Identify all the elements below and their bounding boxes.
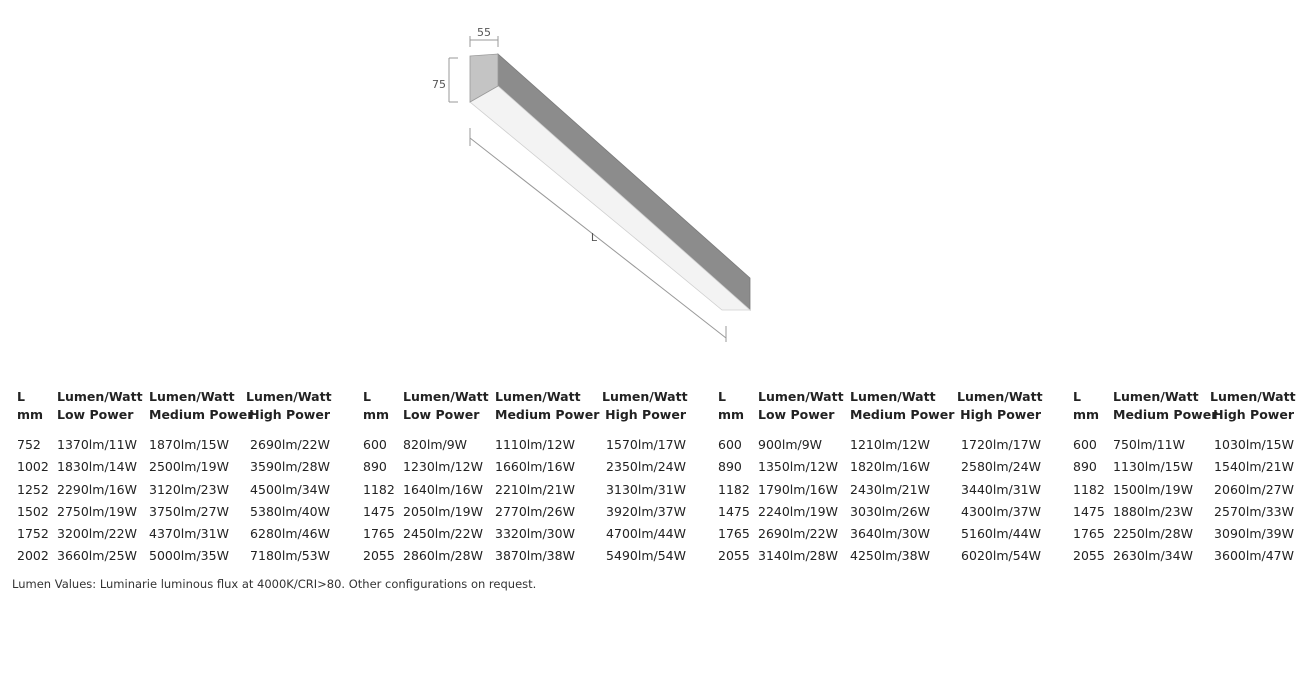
- table-cell: 3750lm/27W: [149, 503, 229, 519]
- length-label: L: [590, 231, 598, 244]
- header-line: Lumen/Watt: [495, 389, 581, 404]
- table-cell: 1502: [17, 503, 49, 519]
- header-high-power: [1210, 388, 1294, 424]
- header-line: mm: [17, 407, 44, 422]
- header-line: mm: [718, 407, 745, 422]
- table-cell: 3660lm/25W: [57, 548, 137, 564]
- table-cell: 5380lm/40W: [250, 503, 330, 519]
- table-cell: 2430lm/21W: [850, 481, 930, 497]
- luminaire-profile: [470, 54, 750, 310]
- table-cell: 2250lm/28W: [1113, 526, 1193, 542]
- header-length: [17, 388, 43, 424]
- column-length: [718, 434, 750, 568]
- height-label: 75: [432, 78, 446, 91]
- table-cell: 3120lm/23W: [149, 481, 229, 497]
- column-low-power: [403, 434, 483, 568]
- table-cell: 1500lm/19W: [1113, 481, 1193, 497]
- table-cell: 2690lm/22W: [250, 437, 330, 452]
- header-line: High Power: [1213, 407, 1294, 422]
- header-line: Lumen/Watt: [1210, 389, 1296, 404]
- table-cell: 1475: [1073, 503, 1105, 519]
- header-line: Low Power: [403, 407, 480, 422]
- table-cell: 1720lm/17W: [961, 437, 1041, 452]
- table-cell: 1880lm/23W: [1113, 503, 1193, 519]
- table-cell: 3140lm/28W: [758, 548, 838, 564]
- table-cell: 2210lm/21W: [495, 481, 575, 497]
- table-cell: 2450lm/22W: [403, 526, 483, 542]
- table-cell: 600: [1073, 437, 1097, 452]
- table-cell: 4300lm/37W: [961, 503, 1041, 519]
- header-line: L: [363, 389, 371, 404]
- width-label: 55: [477, 26, 491, 39]
- header-line: Lumen/Watt: [758, 389, 844, 404]
- table-cell: 6020lm/54W: [961, 548, 1041, 564]
- header-line: High Power: [249, 407, 330, 422]
- table-cell: 600: [363, 437, 387, 452]
- header-line: Medium Power: [1113, 407, 1218, 422]
- header-medium-power: [1113, 388, 1217, 424]
- header-high-power: [957, 388, 1041, 424]
- header-line: L: [1073, 389, 1081, 404]
- table-cell: 2500lm/19W: [149, 459, 229, 475]
- width-dimension: [470, 26, 498, 47]
- header-low-power: [57, 388, 143, 424]
- table-cell: 1540lm/21W: [1214, 459, 1294, 475]
- table-cell: 4700lm/44W: [606, 526, 686, 542]
- table-cell: 1002: [17, 459, 49, 475]
- header-high-power: [602, 388, 686, 424]
- column-medium-power: [850, 434, 930, 568]
- header-low-power: [758, 388, 844, 424]
- table-cell: 2290lm/16W: [57, 481, 137, 497]
- table-cell: 3320lm/30W: [495, 526, 575, 542]
- table-cell: 5490lm/54W: [606, 548, 686, 564]
- table-cell: 600: [718, 437, 742, 452]
- table-cell: 890: [1073, 459, 1097, 475]
- header-line: L: [718, 389, 726, 404]
- header-line: High Power: [605, 407, 686, 422]
- header-low-power: [403, 388, 489, 424]
- table-cell: 1350lm/12W: [758, 459, 838, 475]
- table-cell: 1370lm/11W: [57, 437, 137, 452]
- table-cell: 3440lm/31W: [961, 481, 1041, 497]
- table-cell: 2050lm/19W: [403, 503, 483, 519]
- header-line: Medium Power: [495, 407, 600, 422]
- header-length: [363, 388, 389, 424]
- table-cell: 1790lm/16W: [758, 481, 838, 497]
- table-cell: 2240lm/19W: [758, 503, 838, 519]
- table-cell: 1210lm/12W: [850, 437, 930, 452]
- table-cell: 890: [718, 459, 742, 475]
- table-cell: 750lm/11W: [1113, 437, 1185, 452]
- header-line: Medium Power: [850, 407, 955, 422]
- table-cell: 820lm/9W: [403, 437, 468, 452]
- table-cell: 3090lm/39W: [1214, 526, 1294, 542]
- table-cell: 3640lm/30W: [850, 526, 930, 542]
- table-cell: 2002: [17, 548, 49, 564]
- table-cell: 5000lm/35W: [149, 548, 229, 564]
- header-line: Lumen/Watt: [57, 389, 143, 404]
- table-cell: 2060lm/27W: [1214, 481, 1294, 497]
- table-cell: 3870lm/38W: [495, 548, 575, 564]
- header-line: Lumen/Watt: [602, 389, 688, 404]
- table-cell: 3130lm/31W: [606, 481, 686, 497]
- table-cell: 1252: [17, 481, 49, 497]
- table-cell: 1830lm/14W: [57, 459, 137, 475]
- table-cell: 4370lm/31W: [149, 526, 229, 542]
- column-medium-power: [149, 434, 229, 568]
- header-line: mm: [1073, 407, 1100, 422]
- table-cell: 3600lm/47W: [1214, 548, 1294, 564]
- table-cell: 2570lm/33W: [1214, 503, 1294, 519]
- table-cell: 2055: [363, 548, 395, 564]
- table-cell: 900lm/9W: [758, 437, 823, 452]
- table-cell: 3920lm/37W: [606, 503, 686, 519]
- table-cell: 2770lm/26W: [495, 503, 575, 519]
- table-cell: 1130lm/15W: [1113, 459, 1193, 475]
- height-dimension: [432, 58, 458, 102]
- header-line: Lumen/Watt: [246, 389, 332, 404]
- column-medium-power: [495, 434, 575, 568]
- table-cell: 1230lm/12W: [403, 459, 483, 475]
- table-cell: 1570lm/17W: [606, 437, 686, 452]
- table-cell: 1110lm/12W: [495, 437, 575, 452]
- table-cell: 4500lm/34W: [250, 481, 330, 497]
- header-medium-power: [495, 388, 599, 424]
- table-cell: 1475: [718, 503, 750, 519]
- column-high-power: [240, 434, 330, 568]
- column-length: [363, 434, 395, 568]
- table-cell: 2580lm/24W: [961, 459, 1041, 475]
- header-length: [1073, 388, 1099, 424]
- column-length: [1073, 434, 1105, 568]
- table-cell: 7180lm/53W: [250, 548, 330, 564]
- table-cell: 1660lm/16W: [495, 459, 575, 475]
- table-cell: 2860lm/28W: [403, 548, 483, 564]
- table-cell: 2690lm/22W: [758, 526, 838, 542]
- table-cell: 1030lm/15W: [1214, 437, 1294, 452]
- header-line: High Power: [960, 407, 1041, 422]
- table-cell: 2055: [1073, 548, 1105, 564]
- header-line: L: [17, 389, 25, 404]
- column-high-power: [951, 434, 1041, 568]
- column-low-power: [758, 434, 838, 568]
- header-line: Medium Power: [149, 407, 254, 422]
- table-cell: 1870lm/15W: [149, 437, 229, 452]
- header-length: [718, 388, 744, 424]
- table-cell: 1182: [363, 481, 395, 497]
- table-cell: 3590lm/28W: [250, 459, 330, 475]
- column-low-power: [57, 434, 137, 568]
- table-cell: 6280lm/46W: [250, 526, 330, 542]
- header-line: Lumen/Watt: [957, 389, 1043, 404]
- table-cell: 2750lm/19W: [57, 503, 137, 519]
- table-cell: 1752: [17, 526, 49, 542]
- header-line: Lumen/Watt: [149, 389, 235, 404]
- header-high-power: [246, 388, 330, 424]
- table-cell: 1765: [718, 526, 750, 542]
- table-cell: 1182: [1073, 481, 1105, 497]
- table-cell: 1820lm/16W: [850, 459, 930, 475]
- table-cell: 1640lm/16W: [403, 481, 483, 497]
- header-line: Lumen/Watt: [403, 389, 489, 404]
- table-cell: 2630lm/34W: [1113, 548, 1193, 564]
- table-cell: 890: [363, 459, 387, 475]
- footnote: Lumen Values: Luminarie luminous flux at 4000K/CRI>80. Other configurations on request.: [12, 577, 537, 591]
- table-cell: 2055: [718, 548, 750, 564]
- table-cell: 3200lm/22W: [57, 526, 137, 542]
- table-cell: 1765: [1073, 526, 1105, 542]
- column-high-power: [1204, 434, 1294, 568]
- table-cell: 3030lm/26W: [850, 503, 930, 519]
- header-line: Lumen/Watt: [1113, 389, 1199, 404]
- column-length: [17, 434, 49, 568]
- header-medium-power: [850, 388, 954, 424]
- table-cell: 752: [17, 437, 41, 452]
- table-cell: 1182: [718, 481, 750, 497]
- table-cell: 1765: [363, 526, 395, 542]
- table-cell: 4250lm/38W: [850, 548, 930, 564]
- header-line: mm: [363, 407, 390, 422]
- header-line: Low Power: [758, 407, 835, 422]
- table-cell: 5160lm/44W: [961, 526, 1041, 542]
- table-cell: 1475: [363, 503, 395, 519]
- header-line: Lumen/Watt: [850, 389, 936, 404]
- header-line: Low Power: [57, 407, 134, 422]
- column-high-power: [596, 434, 686, 568]
- column-medium-power: [1113, 434, 1193, 568]
- header-medium-power: [149, 388, 253, 424]
- table-cell: 2350lm/24W: [606, 459, 686, 475]
